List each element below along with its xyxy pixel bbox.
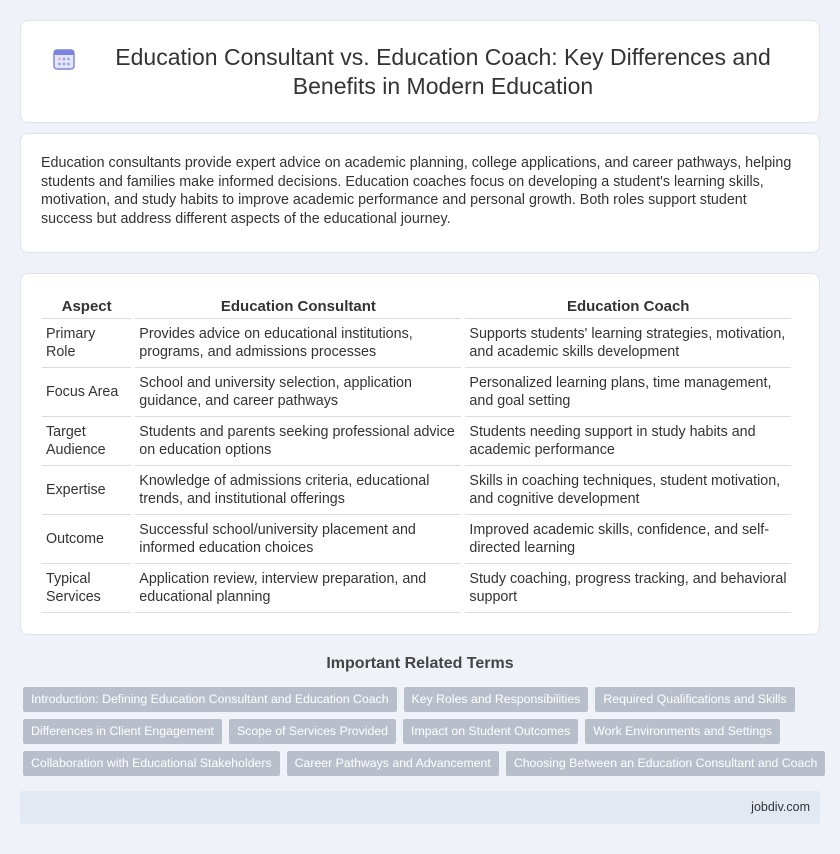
row-coach: Skills in coaching techniques, student motivation, and cognitive development [465,466,791,515]
row-coach: Students needing support in study habits and academic performance [465,417,791,466]
page-title: Education Consultant vs. Education Coach: Key Differences and Benefits in Modern Education [115,43,771,99]
row-coach: Improved academic skills, confidence, and self-directed learning [465,515,791,564]
table-row [42,319,791,368]
table-row [42,515,791,564]
row-aspect: Focus Area [42,368,131,417]
header-education-coach: Education Coach [465,293,791,319]
table-row [42,466,791,515]
row-consultant: Students and parents seeking professional advice on education options [135,417,461,466]
related-term-tag[interactable]: Scope of Services Provided [229,719,396,744]
row-consultant: Knowledge of admissions criteria, educational trends, and institutional offerings [135,466,461,515]
row-coach: Personalized learning plans, time management, and goal setting [465,368,791,417]
related-term-tag[interactable]: Introduction: Defining Education Consultant and Education Coach [23,687,397,712]
intro-card [20,133,820,253]
related-term-tag[interactable]: Impact on Student Outcomes [403,719,578,744]
row-aspect: Target Audience [42,417,131,466]
footer-site-link[interactable]: jobdiv.com [751,800,810,814]
header-aspect: Aspect [42,293,131,319]
related-term-tag[interactable]: Work Environments and Settings [585,719,780,744]
row-consultant: Successful school/university placement and informed education choices [135,515,461,564]
table-header-row [42,293,791,319]
row-consultant: School and university selection, application guidance, and career pathways [135,368,461,417]
table-row [42,564,791,613]
intro-paragraph: Education consultants provide expert advice on academic planning, college applications, and career pathways, helping students and families make informed decisions. Education coaches focus on developing a student's learning skills, motivation, and study habits to improve academic performance and personal growth. Both roles support student success but address different aspects of the educational journey. [41,155,792,227]
title-card [20,20,820,123]
row-aspect: Typical Services [42,564,131,613]
footer [20,791,820,824]
header-education-consultant: Education Consultant [135,293,461,319]
row-coach: Supports students' learning strategies, motivation, and academic skills development [465,319,791,368]
row-aspect: Outcome [42,515,131,564]
tag-row [23,687,823,719]
related-terms-title: Important Related Terms [326,655,514,672]
related-term-tag[interactable]: Career Pathways and Advancement [287,751,499,776]
row-coach: Study coaching, progress tracking, and behavioral support [465,564,791,613]
related-term-tag[interactable]: Choosing Between an Education Consultant and Coach [506,751,826,776]
comparison-card [20,273,820,635]
related-term-tag[interactable]: Differences in Client Engagement [23,719,222,744]
table-row [42,368,791,417]
related-terms-list [23,687,823,783]
table-row [42,417,791,466]
tag-row [23,751,823,783]
calendar-icon [51,46,77,72]
related-term-tag[interactable]: Key Roles and Responsibilities [404,687,589,712]
tag-row [23,719,823,751]
related-term-tag[interactable]: Required Qualifications and Skills [595,687,794,712]
row-consultant: Application review, interview preparation, and educational planning [135,564,461,613]
row-aspect: Expertise [42,466,131,515]
row-aspect: Primary Role [42,319,131,368]
comparison-table [38,293,795,613]
related-term-tag[interactable]: Collaboration with Educational Stakeholders [23,751,280,776]
row-consultant: Provides advice on educational institutions, programs, and admissions processes [135,319,461,368]
